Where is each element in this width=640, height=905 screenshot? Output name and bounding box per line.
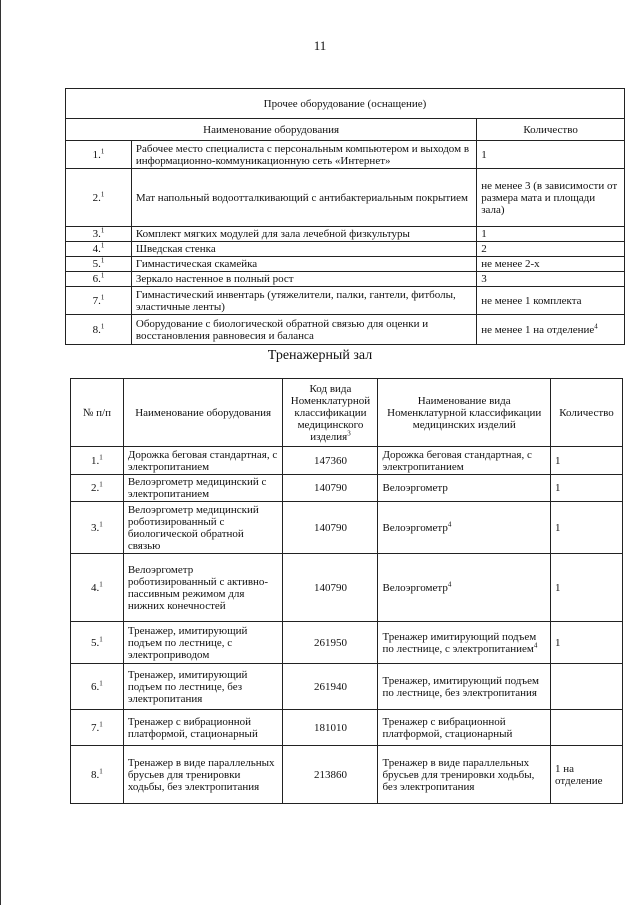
equipment-qty: 2 bbox=[477, 242, 625, 257]
row-number: 7.$^1$ bbox=[71, 710, 124, 746]
equipment-qty: не менее 1 на отделение$^4$ bbox=[477, 315, 625, 345]
table1-header-qty: Количество bbox=[477, 119, 625, 141]
row-number: 6.$^1$ bbox=[71, 664, 124, 710]
equipment-qty: 1 bbox=[551, 554, 623, 622]
table2-header-code: Код вида Номенклатурной классификации медицинского изделия$^3$ bbox=[283, 379, 378, 447]
equipment-name: Мат напольный водоотталкивающий с антибактериальным покрытием bbox=[131, 169, 476, 227]
equipment-qty bbox=[551, 664, 623, 710]
classification-kind: Тренажер с вибрационной платформой, стационарный bbox=[378, 710, 551, 746]
row-number: 1.$^1$ bbox=[71, 447, 124, 475]
classification-kind: Велоэргометр$^4$ bbox=[378, 502, 551, 554]
table1-body bbox=[66, 141, 625, 345]
equipment-name: Велоэргометр роботизированный с активно-пассивным режимом для нижних конечностей bbox=[123, 554, 283, 622]
equipment-name: Гимнастическая скамейка bbox=[131, 257, 476, 272]
classification-kind: Дорожка беговая стандартная, с электропитанием bbox=[378, 447, 551, 475]
table-row bbox=[66, 272, 625, 287]
row-number: 7.$^1$ bbox=[66, 287, 132, 315]
table-row bbox=[71, 746, 623, 804]
equipment-qty: 1 bbox=[551, 502, 623, 554]
table1-title: Прочее оборудование (оснащение) bbox=[66, 89, 625, 119]
classification-code: 261950 bbox=[283, 622, 378, 664]
row-number: 8.$^1$ bbox=[71, 746, 124, 804]
table2-header-name: Наименование оборудования bbox=[123, 379, 283, 447]
classification-code: 181010 bbox=[283, 710, 378, 746]
row-number: 1.$^1$ bbox=[66, 141, 132, 169]
equipment-qty: не менее 3 (в зависимости от размера мата и площади зала) bbox=[477, 169, 625, 227]
row-number: 8.$^1$ bbox=[66, 315, 132, 345]
equipment-qty: не менее 2-х bbox=[477, 257, 625, 272]
equipment-name: Велоэргометр медицинский роботизированный с биологической обратной связью bbox=[123, 502, 283, 554]
equipment-name: Комплект мягких модулей для зала лечебной физкультуры bbox=[131, 227, 476, 242]
equipment-name: Велоэргометр медицинский с электропитанием bbox=[123, 475, 283, 502]
classification-code: 147360 bbox=[283, 447, 378, 475]
equipment-qty: 1 bbox=[551, 475, 623, 502]
classification-kind: Тренажер, имитирующий подъем по лестнице, без электропитания bbox=[378, 664, 551, 710]
equipment-name: Рабочее место специалиста с персональным компьютером и выходом в информационно-коммуникационную сеть «Интернет» bbox=[131, 141, 476, 169]
equipment-name: Зеркало настенное в полный рост bbox=[131, 272, 476, 287]
equipment-qty: не менее 1 комплекта bbox=[477, 287, 625, 315]
classification-code: 140790 bbox=[283, 475, 378, 502]
other-equipment-table bbox=[65, 88, 625, 345]
equipment-qty: 1 на отделение bbox=[551, 746, 623, 804]
table-row bbox=[66, 242, 625, 257]
classification-kind: Велоэргометр$^4$ bbox=[378, 554, 551, 622]
equipment-name: Шведская стенка bbox=[131, 242, 476, 257]
equipment-name: Тренажер, имитирующий подъем по лестнице, без электропитания bbox=[123, 664, 283, 710]
table-row bbox=[71, 554, 623, 622]
row-number: 4.$^1$ bbox=[71, 554, 124, 622]
equipment-qty: 1 bbox=[477, 141, 625, 169]
equipment-qty: 1 bbox=[551, 622, 623, 664]
classification-code: 140790 bbox=[283, 554, 378, 622]
gym-equipment-table bbox=[70, 378, 623, 804]
page-edge bbox=[0, 0, 1, 905]
classification-kind: Тренажер в виде параллельных брусьев для тренировки ходьбы, без электропитания bbox=[378, 746, 551, 804]
table-row bbox=[71, 664, 623, 710]
equipment-qty: 1 bbox=[477, 227, 625, 242]
classification-code: 213860 bbox=[283, 746, 378, 804]
table1-header-name: Наименование оборудования bbox=[66, 119, 477, 141]
table-row bbox=[66, 287, 625, 315]
table-row bbox=[66, 227, 625, 242]
table-row bbox=[71, 710, 623, 746]
equipment-name: Тренажер в виде параллельных брусьев для тренировки ходьбы, без электропитания bbox=[123, 746, 283, 804]
table2-body bbox=[71, 447, 623, 804]
equipment-name: Оборудование с биологической обратной связью для оценки и восстановления равновесия и баланса bbox=[131, 315, 476, 345]
table-row bbox=[71, 622, 623, 664]
row-number: 3.$^1$ bbox=[71, 502, 124, 554]
row-number: 4.$^1$ bbox=[66, 242, 132, 257]
table2-header-kind: Наименование вида Номенклатурной классификации медицинских изделий bbox=[378, 379, 551, 447]
table-row bbox=[71, 475, 623, 502]
page-number: 11 bbox=[313, 38, 327, 53]
equipment-qty: 3 bbox=[477, 272, 625, 287]
table-row bbox=[66, 169, 625, 227]
table-row bbox=[71, 502, 623, 554]
equipment-name: Гимнастический инвентарь (утяжелители, палки, гантели, фитболы, эластичные ленты) bbox=[131, 287, 476, 315]
row-number: 5.$^1$ bbox=[71, 622, 124, 664]
table2-header-num: № п/п bbox=[71, 379, 124, 447]
table-row bbox=[66, 315, 625, 345]
table-row bbox=[66, 257, 625, 272]
table2-header-qty: Количество bbox=[551, 379, 623, 447]
classification-kind: Тренажер имитирующий подъем по лестнице, с электропитанием$^4$ bbox=[378, 622, 551, 664]
row-number: 6.$^1$ bbox=[66, 272, 132, 287]
row-number: 3.$^1$ bbox=[66, 227, 132, 242]
row-number: 2.$^1$ bbox=[66, 169, 132, 227]
equipment-name: Дорожка беговая стандартная, с электропитанием bbox=[123, 447, 283, 475]
equipment-qty bbox=[551, 710, 623, 746]
equipment-qty: 1 bbox=[551, 447, 623, 475]
equipment-name: Тренажер с вибрационной платформой, стационарный bbox=[123, 710, 283, 746]
equipment-name: Тренажер, имитирующий подъем по лестнице, с электроприводом bbox=[123, 622, 283, 664]
classification-code: 261940 bbox=[283, 664, 378, 710]
classification-code: 140790 bbox=[283, 502, 378, 554]
table-row bbox=[66, 141, 625, 169]
row-number: 5.$^1$ bbox=[66, 257, 132, 272]
classification-kind: Велоэргометр bbox=[378, 475, 551, 502]
section-title-gym: Тренажерный зал bbox=[267, 348, 373, 363]
table-row bbox=[71, 447, 623, 475]
row-number: 2.$^1$ bbox=[71, 475, 124, 502]
